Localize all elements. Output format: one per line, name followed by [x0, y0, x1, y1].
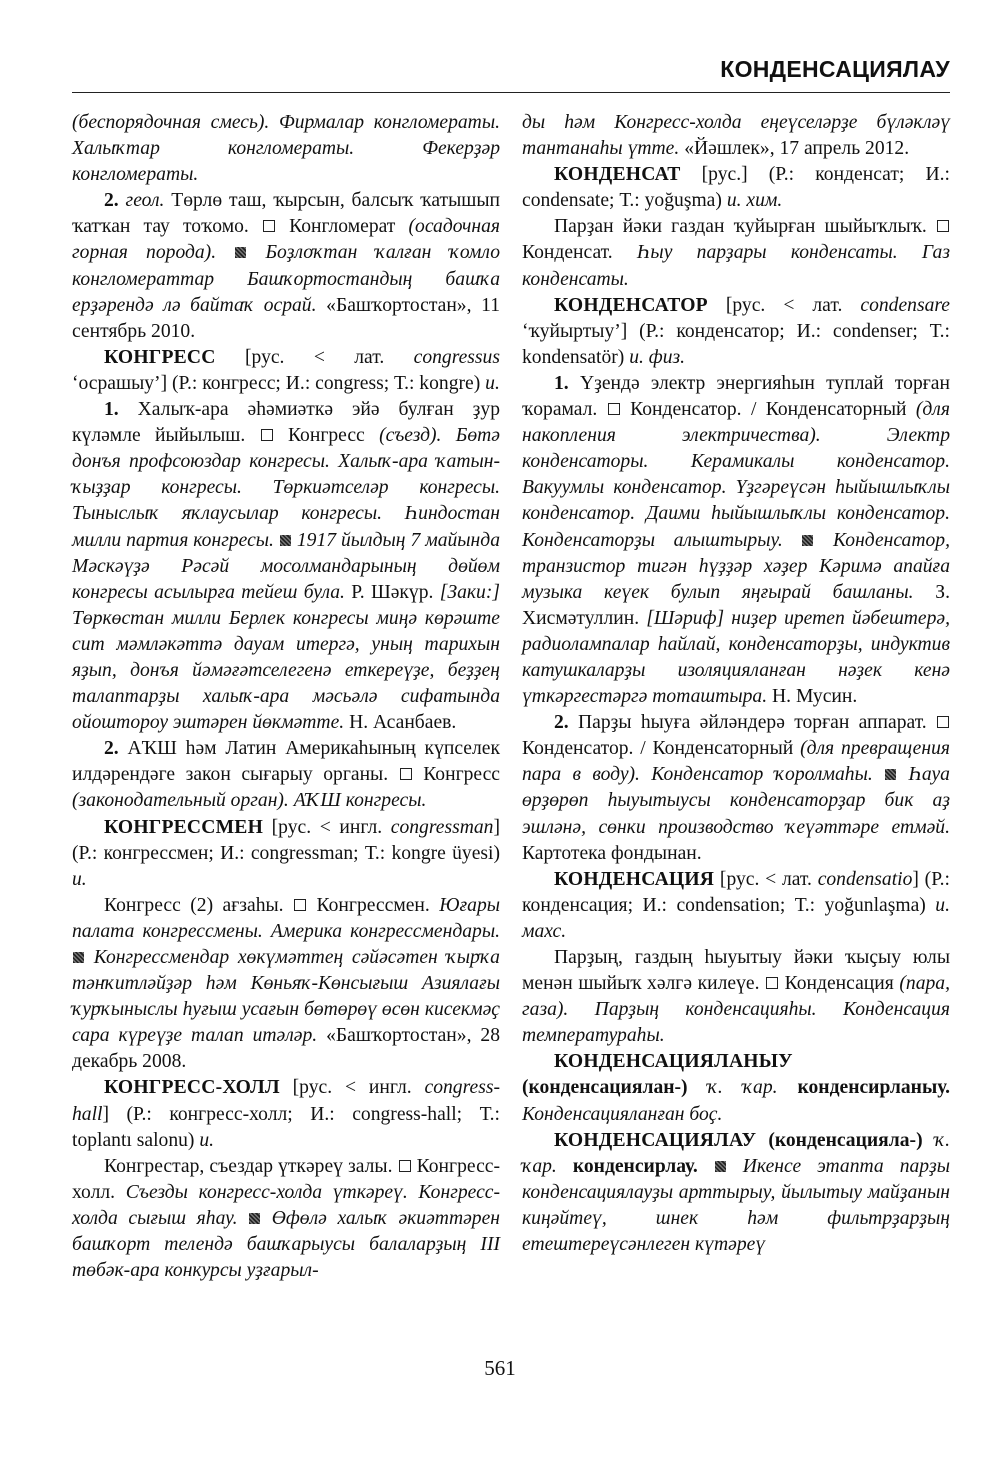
entry-kondensatsiyalanyu [522, 1049, 950, 1127]
russian-equivalent: Конгресс [423, 764, 501, 786]
source: З. Хисмәтуллин. [522, 581, 950, 629]
examples: (пара, газа). Парҙың конденсацияһы. Конденсация температураһы. [522, 973, 950, 1047]
headword: КОНГРЕССМЕН [104, 816, 264, 838]
page-number: 561 [484, 1356, 516, 1380]
headword: КОНДЕНСАЦИЯЛАУ [554, 1129, 757, 1151]
headword: КОНГРЕСС-ХОЛЛ [104, 1077, 280, 1099]
source: Н. Мусин. [772, 686, 858, 708]
russian-equivalent: Конденсация [784, 973, 894, 995]
definition: Үҙендә электр энергияһын туплай торған ҡорамал. [522, 372, 950, 421]
entry-kondensat-definition [522, 214, 950, 292]
header-rule [72, 92, 950, 93]
open-square-icon [294, 899, 306, 911]
entry-kongress-sense-1 [72, 397, 500, 736]
entry-kongressmen [72, 815, 500, 893]
example: ды һәм Конгресс-холда еңеүселәрҙе бүләкләү тантанаһы үтте. [522, 112, 950, 160]
left-column [72, 110, 500, 1284]
etymology: [рус. < лат. [245, 346, 385, 368]
source: Н. Асанбаев. [349, 712, 457, 734]
headword: КОНДЕНСАЦИЯ [554, 868, 715, 890]
examples: (для превращения пара в воду). Конденсатор ҡоролмаһы. [522, 738, 950, 786]
hatched-square-icon [73, 952, 84, 963]
etymon: condensare [860, 294, 950, 316]
hatched-square-icon [715, 1161, 726, 1172]
gloss: (осадочная горная порода). [72, 216, 500, 264]
open-square-icon [766, 977, 778, 989]
entry-kongress-holl-continued [522, 110, 950, 162]
example: Боҙлоҡтан ҡалған ҡомло конгломераттар Башҡортостандың башҡа ерҙәрендә лә байтаҡ осрай. [72, 242, 500, 316]
sense-number: 2. [104, 190, 119, 212]
headword: КОНДЕНСАЦИЯЛАНЫУ [554, 1051, 793, 1073]
etymon: congressus [413, 346, 500, 368]
translations: ‘осрашыу’] (Р.: конгресс; И.: congress; Т.: kongre) [72, 372, 481, 394]
entry-kondensatsiya-definition [522, 945, 950, 1049]
sense-number: 1. [104, 399, 119, 421]
source: «Башҡортостан», 11 сентябрь 2010. [72, 294, 500, 342]
cross-reference: конденсирлау. [572, 1155, 698, 1177]
etymology: [рус. < лат. [719, 868, 812, 890]
open-square-icon [937, 220, 949, 232]
examples: (законодательный орган). АҠШ конгресы. [72, 790, 427, 812]
stem-form: (конденсациялан-) [522, 1077, 688, 1099]
entry-kondensatsiyalau [522, 1128, 950, 1258]
cross-reference: конденсирланыу. [797, 1077, 950, 1099]
russian-equivalent: Конгресс-холл. [72, 1155, 500, 1203]
sense-number: 2. [554, 712, 569, 734]
translations: ] (Р.: конгресс-холл; И.: congress-hall; Т.: toplantı salonu) [72, 1103, 500, 1151]
definition: Төрлө таш, ҡырсын, балсыҡ ҡатышып ҡатҡан тау тоҡомо. [72, 190, 500, 238]
entry-kongress [72, 345, 500, 397]
definition: АҠШ һәм Латин Америкаһының күпселек илдәрендәге закон сығарыу органы. [72, 738, 500, 786]
entry-kongress-holl [72, 1075, 500, 1153]
hatched-square-icon [235, 247, 246, 258]
etymon: congress-hall [72, 1077, 500, 1125]
examples: Һыу парҙары конденсаты. Газ конденсаты. [522, 242, 951, 290]
entry-kondensatsiya [522, 867, 950, 945]
example: [Заки:] Төркөстан милли Берлек конгресы миңә көрәште сит мәмләкәттә дауам итергә, уның тарихын яҙып, донъя йәмәғәтселегенә еткереүҙе, беҙҙең талаптарҙы халыҡ-ара мәсьәлә сифатында ойоштороу эштәрен йөкмәтте. [72, 581, 501, 734]
definition: Конгрестар, съездар үткәреү залы. [104, 1155, 393, 1177]
open-square-icon [608, 403, 620, 415]
usage-label: геол. [125, 190, 165, 212]
cross-reference-label: ҡ. ҡар. [707, 1077, 778, 1099]
definition: Парҙан йәки газдан ҡуйырған шыйыҡлыҡ. [554, 216, 927, 238]
source: «Йәшлек», 17 апрель 2012. [684, 138, 910, 160]
open-square-icon [263, 220, 275, 232]
russian-equivalent: Конденсатор. / Конденсаторный [522, 738, 794, 760]
examples: Юғары палата конгрессмены. Америка конгрессмендары. [72, 894, 501, 942]
example: Конденсацияланған боҫ. [522, 1103, 723, 1125]
example: Өфөлә халыҡ әкиәттәрен башҡорт телендә башҡарыусы балаларҙың III төбәк-ара конкурсы уҙғарыл- [72, 1207, 501, 1282]
sense-number: 1. [554, 372, 569, 394]
etymology: [рус. < ингл. [271, 816, 383, 838]
source: Картотека фондынан. [522, 842, 702, 864]
examples: (съезд). Бөтә донъя профсоюздар конгресы. Халыҡ-ара ҡатын-ҡыҙҙар конгресы. Төркиәтселәр конгресы. Тыныслыҡ яҡлаусылар конгресы. Һиндостан милли партия конгресы. [72, 425, 500, 551]
russian-equivalent: Конгресс [287, 425, 365, 447]
hatched-square-icon [802, 535, 813, 546]
entry-kongressmen-definition [72, 893, 500, 1076]
part-of-speech: и. [72, 868, 87, 890]
part-of-speech: и. физ. [629, 346, 686, 368]
entry-kondensator-sense-1 [522, 371, 950, 710]
open-square-icon [261, 429, 273, 441]
example: Икенсе этапта парҙы конденсациялауҙы арттырыу, йылытыу майҙанын киңәйтеү, шнек һәм фильтрҙарҙың етештереүсәнлеген күтәреү [522, 1155, 950, 1256]
right-column [522, 110, 950, 1258]
open-square-icon [399, 1160, 411, 1172]
examples: (для накопления электричества). Электр конденсаторы. Керамикалы конденсатор. Вакуумлы конденсатор. Үҙгәреүсән һыйышлыҡлы конденсатор. Даими һыйышлыҡлы конденсатор. Конденсаторҙы алыштырыу. [522, 399, 950, 551]
definition: Халыҡ-ара әһәмиәткә эйә булған ҙур күләмле йыйылыш. [72, 399, 500, 447]
running-head: КОНДЕНСАЦИЯЛАУ [720, 56, 950, 82]
etymology: [рус. < ингл. [292, 1077, 412, 1099]
etymon: congressman [390, 816, 494, 838]
translations: ] (Р.: конгрессмен; И.: congressman; Т.: kongre üyesi) [72, 816, 500, 864]
example: Һауа өрҙөрөп һыуытыусы конденсаторҙар бик аҙ эшләнә, сөнки производство ҡеүәттәре етмәй. [522, 764, 950, 838]
headword: КОНДЕНСАТОР [554, 294, 708, 316]
cross-reference-label: ҡ. ҡар. [522, 1129, 950, 1177]
example: Конденсатор, транзистор тигән һүҙҙәр хәҙер Кәримә апайға музыка кеүек булып яңғырай башланы. [522, 529, 950, 603]
headword: КОНГРЕСС [104, 346, 216, 368]
definition: Парҙы һыуға әйләндерә торған аппарат. [578, 712, 927, 734]
entry-kondensator [522, 293, 950, 371]
source: Р. Шәкүр. [351, 581, 434, 603]
entry-konglomerat-continued [72, 110, 500, 188]
part-of-speech: и. хим. [726, 190, 783, 212]
definition: Парҙың, газдың һыуытыу йәки ҡыҫыу юлы менән шыйыҡ хәлгә килеүе. [522, 947, 950, 995]
hatched-square-icon [280, 535, 291, 546]
definition: Конгресс (2) ағзаһы. [104, 894, 284, 916]
entry-kondensator-sense-2 [522, 710, 950, 867]
stem-form: (конденсацияла-) [768, 1129, 923, 1151]
russian-equivalent: Конденсат. [522, 242, 613, 264]
headword: КОНДЕНСАТ [554, 164, 681, 186]
open-square-icon [400, 768, 412, 780]
part-of-speech: и. [485, 372, 500, 394]
source: «Башҡортостан», 28 декабрь 2008. [72, 1025, 501, 1073]
sense-number: 2. [104, 738, 119, 760]
example: Конгрессмендар хөкүмәттең сәйәсәтен ҡырҡа тәнҡитләйҙәр һәм Көньяҡ-Көнсығыш Азиялағы ҡурҡыныслы һуғыш усағын бөтөрөү өсөн кисекмәҫ сара күреүҙе талап итәләр. [72, 947, 500, 1047]
etymology: [рус. < лат. [725, 294, 843, 316]
russian-equivalent: Конгрессмен. [316, 894, 430, 916]
hatched-square-icon [249, 1213, 260, 1224]
entry-kongress-sense-2 [72, 736, 500, 814]
russian-equivalent: Конденсатор. / Конденсаторный [630, 399, 907, 421]
entry-kongress-holl-definition [72, 1154, 500, 1284]
part-of-speech: и. махс. [522, 894, 950, 942]
translations: ‘ҡуйыртыу’] (Р.: конденсатор; И.: condenser; Т.: kondensatör) [522, 320, 950, 368]
translations: ] (Р.: конденсация; И.: condensation; Т.: yoğunlaşma) [522, 868, 950, 916]
open-square-icon [937, 716, 949, 728]
entry-konglomerat-sense-2 [72, 188, 500, 345]
etymon: condensatio [817, 868, 913, 890]
examples: Съезды конгресс-холда үткәреү. Конгресс-холда сығыш яһау. [72, 1181, 500, 1229]
translations: [рус.] (Р.: конденсат; И.: condensate; Т.: yoğuşma) [522, 164, 950, 212]
hatched-square-icon [885, 769, 896, 780]
part-of-speech: и. [199, 1129, 215, 1151]
russian-equivalent: Конгломерат [289, 216, 396, 238]
entry-kondensat [522, 162, 950, 214]
example: [Шәриф] ниҙер иретеп йәбештерә, радиолампалар һайлай, конденсаторҙы, индуктив катушкаларҙы изоляцияланған нәҙек кенә үткәргестәргә тоташтыра. [522, 607, 950, 708]
example: 1917 йылдың 7 майында Мәскәүҙә Рәсәй мосолмандарының дөйөм конгресы асылырға тейеш була. [72, 529, 500, 603]
entry-text: (беспорядочная смесь). Фирмалар конгломераты. Халыҡтар конгломераты. Фекерҙәр конгломераты. [72, 112, 500, 186]
